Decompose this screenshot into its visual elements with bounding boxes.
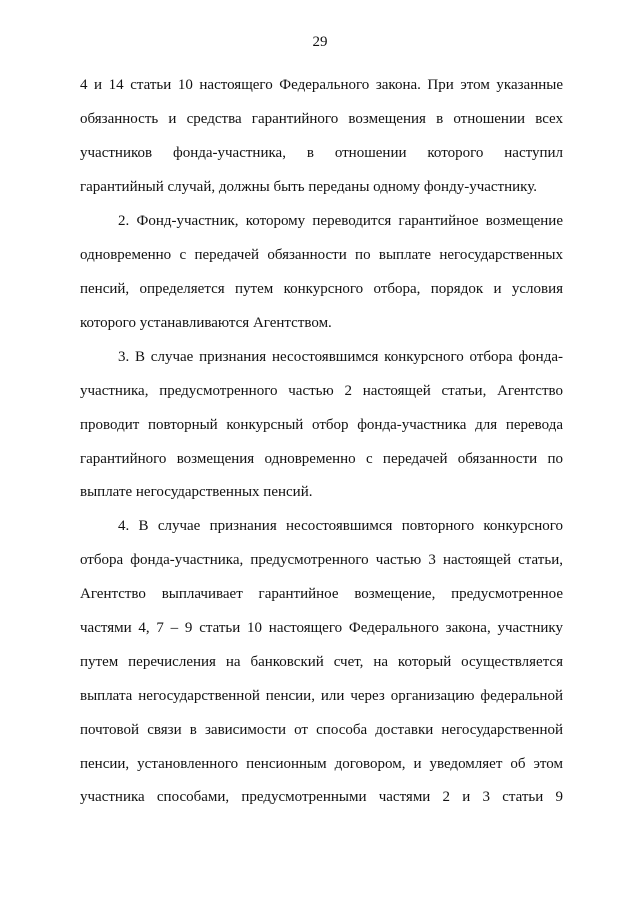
paragraph-4-line-5: путем перечисления на банковский счет, на который осуществляется [80, 654, 563, 670]
paragraph-2-line-1: 2. Фонд-участник, которому переводится гарантийное возмещение [118, 213, 563, 229]
paragraph-1-line-1: 4 и 14 статьи 10 настоящего Федерального закона. При этом указанные [80, 77, 563, 93]
paragraph-1-line-3: участников фонда-участника, в отношении которого наступил [80, 145, 563, 161]
paragraph-2-line-2: одновременно с передачей обязанности по выплате негосударственных [80, 247, 563, 263]
paragraph-2-line-4: которого устанавливаются Агентством. [80, 315, 332, 331]
paragraph-3-line-2: участника, предусмотренного частью 2 настоящей статьи, Агентство [80, 383, 563, 399]
paragraph-1-line-4: гарантийный случай, должны быть переданы одному фонду-участнику. [80, 179, 537, 195]
paragraph-3-line-5: выплате негосударственных пенсий. [80, 484, 313, 500]
paragraph-1-line-2: обязанность и средства гарантийного возмещения в отношении всех [80, 111, 563, 127]
paragraph-4-line-3: Агентство выплачивает гарантийное возмещение, предусмотренное [80, 586, 563, 602]
paragraph-4-line-9: участника способами, предусмотренными частями 2 и 3 статьи 9 [80, 789, 563, 805]
paragraph-2-line-3: пенсий, определяется путем конкурсного отбора, порядок и условия [80, 281, 563, 297]
page-number: 29 [312, 34, 328, 50]
paragraph-4-line-4: частями 4, 7 – 9 статьи 10 настоящего Федерального закона, участнику [80, 620, 563, 636]
paragraph-3-line-4: гарантийного возмещения одновременно с передачей обязанности по [80, 451, 563, 467]
paragraph-3-line-3: проводит повторный конкурсный отбор фонда-участника для перевода [80, 417, 563, 433]
paragraph-3-line-1: 3. В случае признания несостоявшимся конкурсного отбора фонда- [118, 349, 563, 365]
paragraph-4-line-1: 4. В случае признания несостоявшимся повторного конкурсного [118, 518, 563, 534]
paragraph-4-line-6: выплата негосударственной пенсии, или через организацию федеральной [80, 688, 563, 704]
paragraph-4-line-7: почтовой связи в зависимости от способа доставки негосударственной [80, 722, 563, 738]
paragraph-4-line-8: пенсии, установленного пенсионным договором, и уведомляет об этом [80, 756, 563, 772]
paragraph-4-line-2: отбора фонда-участника, предусмотренного частью 3 настоящей статьи, [80, 552, 563, 568]
